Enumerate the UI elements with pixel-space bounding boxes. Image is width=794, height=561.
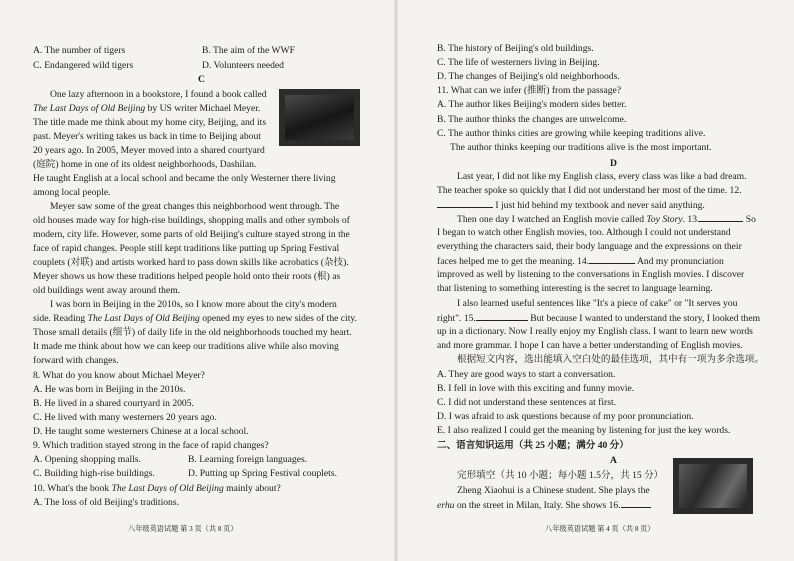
blank-13[interactable] [699, 212, 743, 222]
passage-d-text: And my pronunciation [635, 256, 724, 267]
passage-c-line: 20 years ago. In 2005, Meyer moved into a shared courtyard [33, 145, 265, 156]
blank-16[interactable] [621, 498, 651, 508]
passage-d-line [437, 254, 724, 268]
passage-d-text: I just hid behind my textbook and never said anything. [493, 200, 705, 211]
passage-c-line [33, 312, 357, 325]
passage-d-line: up in a dictionary. Now I really enjoy my English class. I want to learn new words [437, 326, 753, 337]
passage-c-line: I was born in Beijing in the 2010s, so I know more about the city's modern [50, 299, 337, 310]
passage-c-line: It made me think about how we can keep our traditions alive while also moving [33, 341, 339, 352]
passage-d-text: right". 15. [437, 313, 476, 324]
option-a-prev: A. The number of tigers [33, 45, 126, 56]
blank-12[interactable] [437, 198, 493, 208]
question-9: 9. Which tradition stayed strong in the face of rapid changes? [33, 440, 269, 451]
passage-d-text: faces helped me to get the meaning. 14. [437, 256, 590, 267]
part-two-heading: 二、语言知识运用（共 25 小题；满分 40 分） [437, 440, 629, 451]
passage-d-line: The teacher spoke so quickly that I did not understand her most of the time. 12. [437, 185, 742, 196]
page-footer-left: 八年级英语试题 第 3 页（共 8 页） [128, 525, 238, 533]
cloze-line: Zheng Xiaohui is a Chinese student. She plays the [457, 485, 650, 496]
cloze-heading: 完形填空（共 10 小题；每小题 1.5分，共 15 分） [457, 470, 664, 481]
passage-d-line: I also learned useful sentences like "It's a piece of cake" or "It serves you [457, 298, 738, 309]
passage-d-text: . 13. [682, 214, 700, 225]
blank-14[interactable] [589, 254, 635, 264]
book-title: The Last Days of Old Beijing [111, 483, 224, 494]
passage-c-text: by US writer Michael Meyer. [145, 103, 261, 114]
question-10-text: 10. What's the book [33, 483, 112, 494]
passage-d-line: I began to watch other English movies, too. Although I could not understand [437, 227, 731, 238]
erhu-player-photo [673, 458, 753, 514]
passage-c-line [33, 102, 260, 115]
question-10 [33, 482, 281, 495]
question-9-option-c: C. Building high-rise buildings. [33, 468, 155, 479]
passage-c-line: Meyer shows us how these traditions helped people hold onto their roots (根) as [33, 271, 341, 282]
passage-d-text: Then one day I watched an English movie called [457, 214, 647, 225]
question-10-option-a: A. The loss of old Beijing's traditions. [33, 497, 179, 508]
question-10-option-c: C. The life of westerners living in Beijing. [437, 57, 600, 68]
question-8-option-c: C. He lived with many westerners 20 years ago. [33, 412, 217, 423]
right-page [397, 0, 794, 561]
question-9-option-b: B. Learning foreign languages. [188, 454, 308, 465]
question-10-text: mainly about? [223, 483, 281, 494]
passage-d-line [437, 311, 760, 325]
passage-c-line: Those small details (细节) of daily life in the old neighborhoods touched my heart. [33, 327, 352, 338]
section-a-heading: A [610, 455, 617, 466]
question-11-option-d: The author thinks keeping our traditions alive is the most important. [450, 142, 712, 153]
passage-c-line: forward with changes. [33, 355, 119, 366]
question-8-option-d: D. He taught some westerners Chinese at a local school. [33, 426, 249, 437]
passage-c-line: face of rapid changes. People still kept traditions like putting up Spring Festival [33, 243, 340, 254]
passage-d-line: Last year, I did not like my English class, every class was like a bad dream. [457, 171, 747, 182]
book-title: The Last Days of Old Beijing [87, 313, 200, 324]
question-9-option-a: A. Opening shopping malls. [33, 454, 141, 465]
d-option-a: A. They are good ways to start a conversation. [437, 369, 616, 380]
d-option-c: C. I did not understand these sentences at first. [437, 397, 617, 408]
movie-title: Toy Story [646, 214, 683, 225]
question-10-option-b: B. The history of Beijing's old buildings. [437, 43, 594, 54]
passage-d-line [437, 198, 705, 212]
passage-d-line: and more grammar. I hope I can have a better understanding of English movies. [437, 340, 743, 351]
question-8: 8. What do you know about Michael Meyer? [33, 370, 205, 381]
cloze-line [437, 498, 651, 512]
book-title: The Last Days of Old Beijing [33, 103, 146, 114]
option-d-prev: D. Volunteers needed [202, 60, 284, 71]
passage-d-line [457, 212, 756, 226]
question-9-option-d: D. Putting up Spring Festival couplets. [188, 468, 337, 479]
passage-c-line: (庭院) home in one of its oldest neighborhoods, Dashilan. [33, 159, 257, 170]
passage-d-line: everything the characters said, their body language and the expressions on their [437, 241, 742, 252]
section-d-heading: D [610, 158, 617, 169]
blank-15[interactable] [476, 311, 528, 321]
passage-c-text: opened my eyes to new sides of the city. [199, 313, 357, 324]
passage-c-line: The title made me think about my home city, Beijing, and its [33, 117, 267, 128]
option-c-prev: C. Endangered wild tigers [33, 60, 134, 71]
question-11-option-c: C. The author thinks cities are growing while keeping traditions alive. [437, 128, 706, 139]
question-11: 11. What can we infer (推断) from the passage? [437, 85, 622, 96]
passage-d-line: improved as well by listening to the conversations in English movies. I discover [437, 269, 745, 280]
passage-d-text: So [743, 214, 756, 225]
passage-d-line: that listening to something interesting is the secret to language learning. [437, 283, 713, 294]
page-footer-right: 八年级英语试题 第 4 页（共 8 页） [545, 525, 655, 533]
passage-c-text: side. Reading [33, 313, 88, 324]
cloze-text: on the street in Milan, Italy. She shows 16. [454, 500, 621, 511]
passage-c-line: One lazy afternoon in a bookstore, I found a book called [50, 89, 267, 100]
section-c-heading: C [198, 74, 205, 85]
passage-d-text: But because I wanted to understand the story, I looked them [527, 313, 761, 324]
passage-c-line: couplets (对联) and artists worked hard to pass down skills like acrobatics (杂技). [33, 257, 349, 268]
passage-c-line: among local people. [33, 187, 111, 198]
passage-c-line: Meyer saw some of the great changes this neighborhood went through. The [50, 201, 340, 212]
instruction-text: 根据短文内容，选出能填入空白处的最佳选项，其中有一项为多余选项。 [457, 354, 764, 365]
d-option-d: D. I was afraid to ask questions because of my poor pronunciation. [437, 411, 694, 422]
question-11-option-a: A. The author likes Beijing's modern sides better. [437, 99, 627, 110]
erhu-word: erhu [437, 500, 455, 511]
option-b-prev: B. The aim of the WWF [202, 45, 295, 56]
passage-c-line: modern, city life. However, some parts of old Beijing's culture stayed strong in the [33, 229, 350, 240]
book-cover-photo [279, 89, 360, 146]
d-option-b: B. I fell in love with this exciting and funny movie. [437, 383, 635, 394]
question-11-option-b: B. The author thinks the changes are unwelcome. [437, 114, 627, 125]
passage-c-line: old houses made way for high-rise buildings, shopping malls and other symbols of [33, 215, 350, 226]
question-8-option-a: A. He was born in Beijing in the 2010s. [33, 384, 186, 395]
d-option-e: E. I also realized I could get the meaning by listening for just the key words. [437, 425, 731, 436]
question-10-option-d: D. The changes of Beijing's old neighborhoods. [437, 71, 620, 82]
passage-c-line: He taught English at a local school and became the only Westerner there living [33, 173, 336, 184]
passage-c-line: past. Meyer's writing takes us back in time to Beijing about [33, 131, 261, 142]
question-8-option-b: B. He lived in a shared courtyard in 2005. [33, 398, 194, 409]
passage-c-line: old buildings went away around them. [33, 285, 181, 296]
